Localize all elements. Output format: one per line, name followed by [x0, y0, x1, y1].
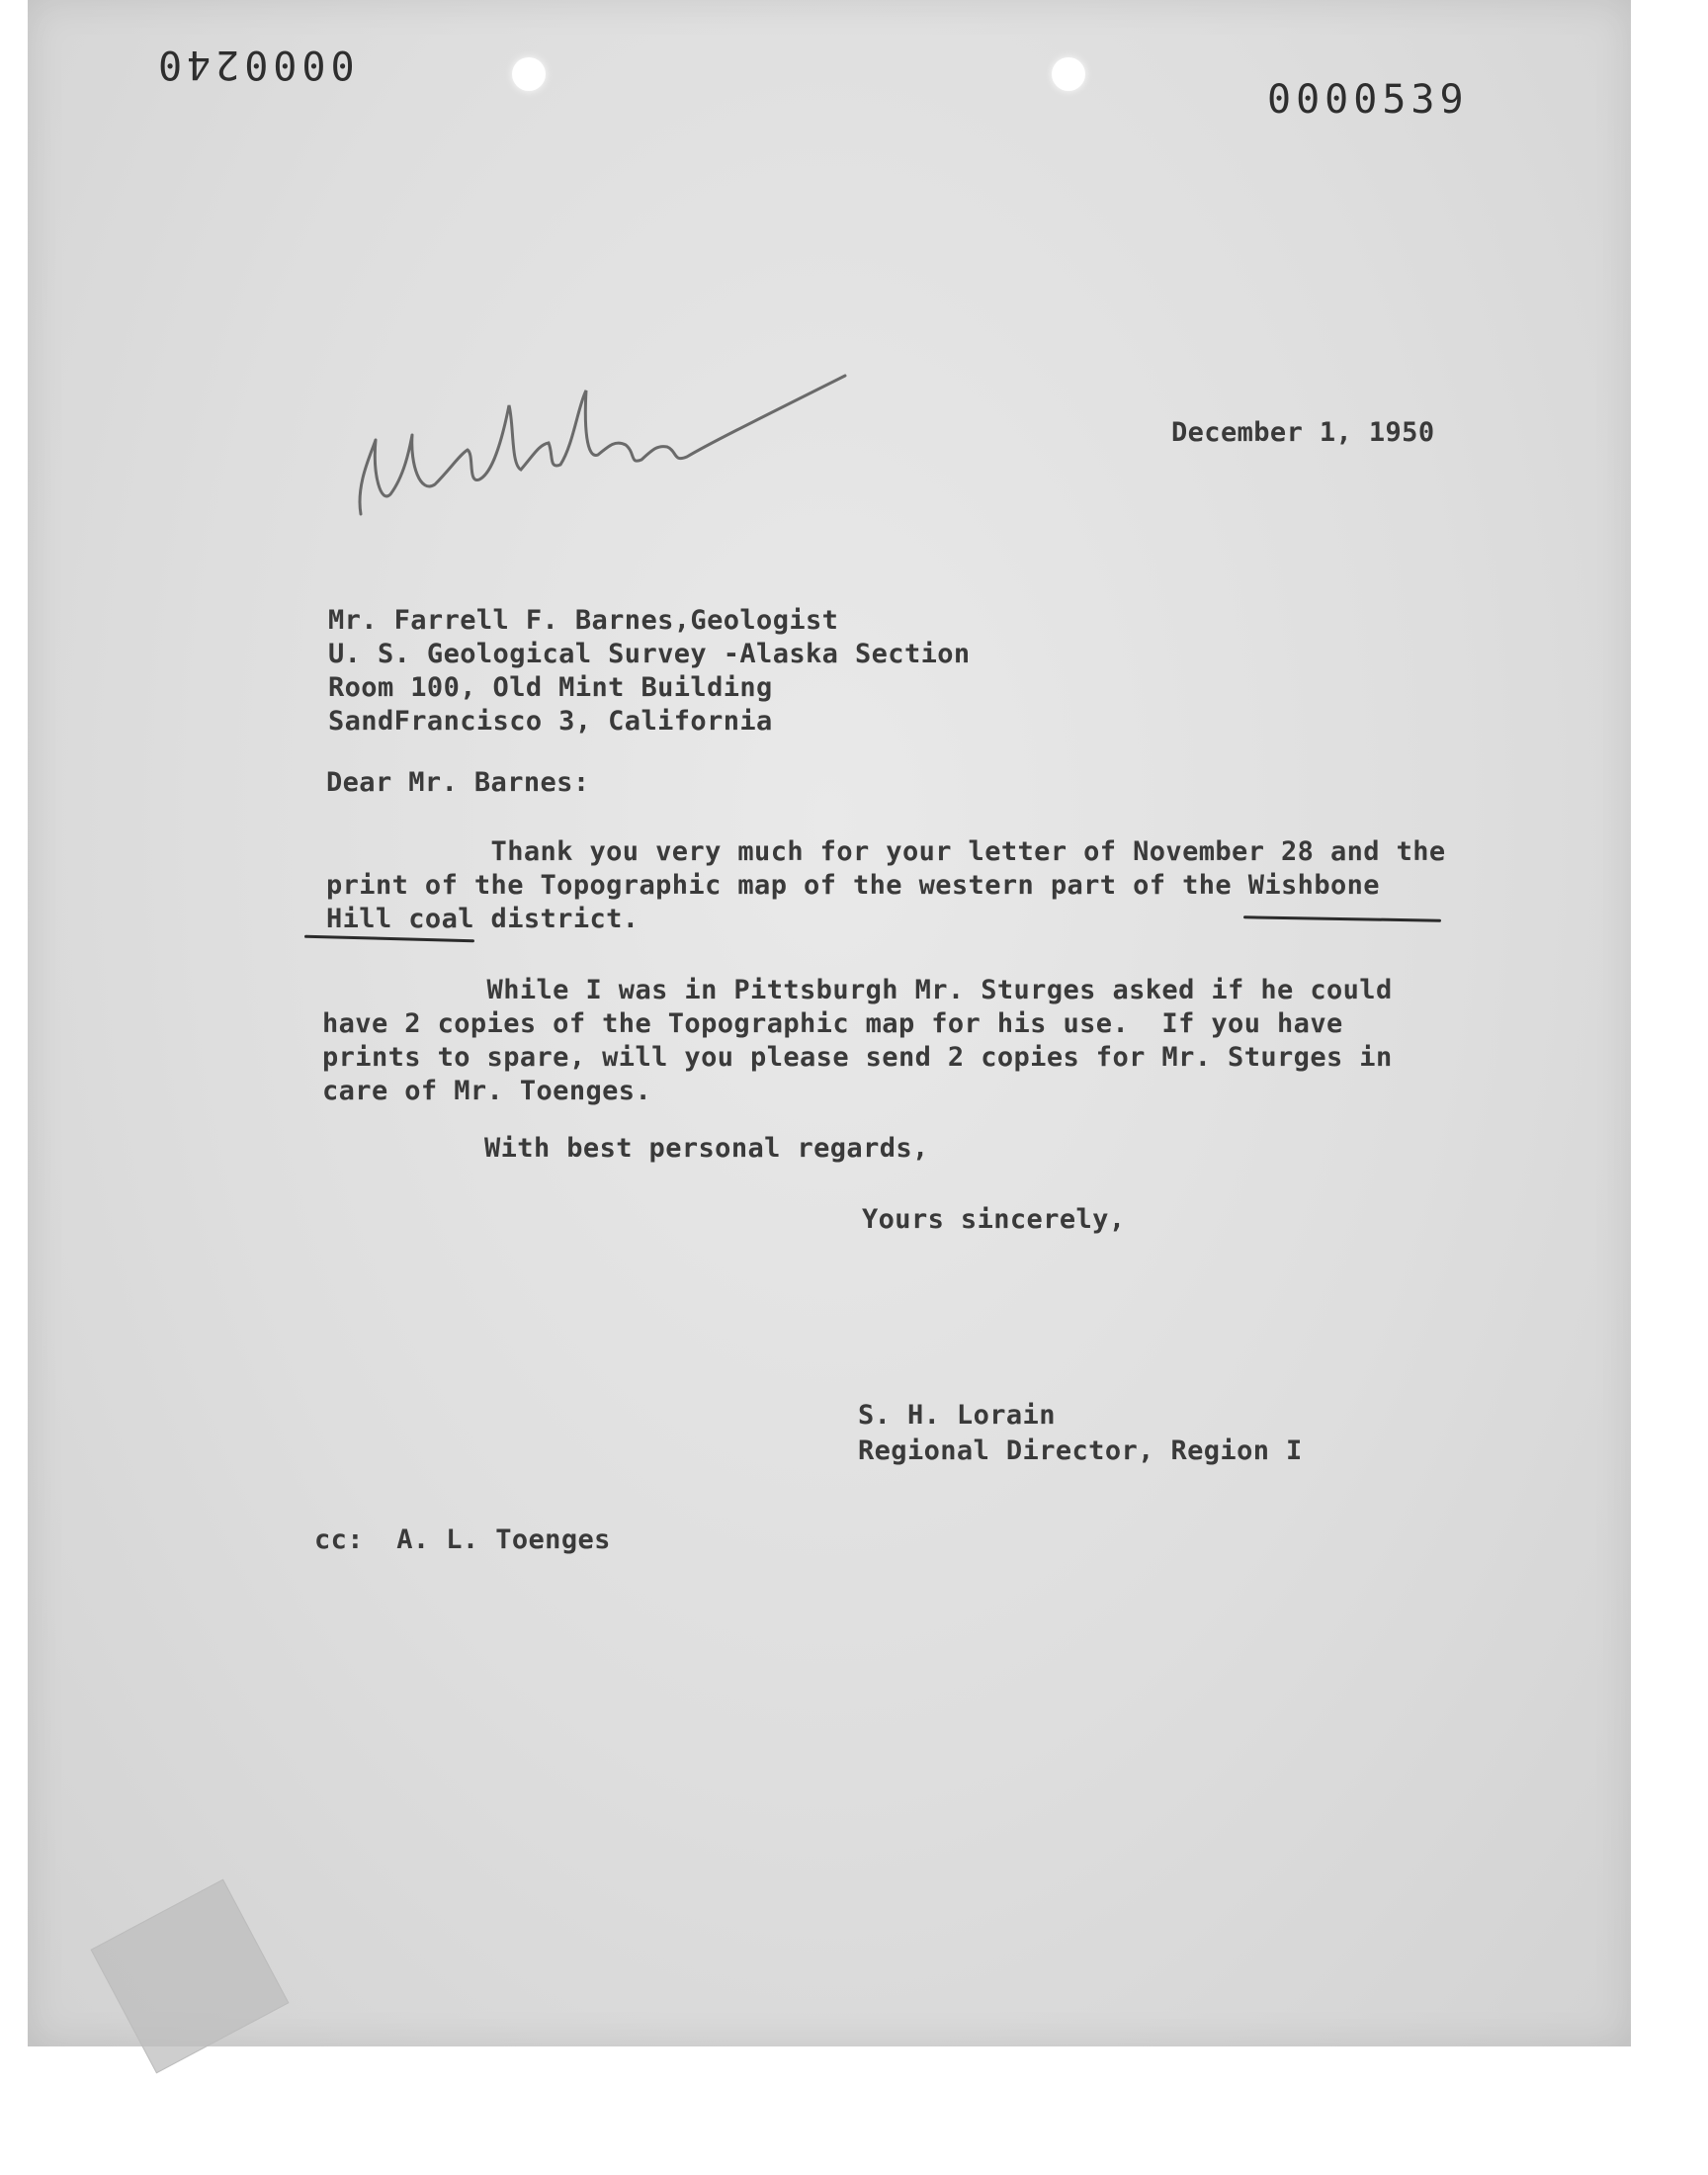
cc-line: cc: A. L. Toenges	[314, 1524, 611, 1555]
closing-line: Yours sincerely,	[862, 1204, 1126, 1235]
punch-hole-right	[1052, 57, 1085, 91]
address-line: SandFrancisco 3, California	[328, 706, 773, 737]
signer-name: S. H. Lorain	[858, 1400, 1056, 1431]
paragraph-line: prints to spare, will you please send 2 copies for Mr. Sturges in	[322, 1042, 1393, 1073]
paragraph-line: Hill coal district.	[326, 904, 640, 934]
handwritten-note	[351, 346, 865, 534]
letter-date: December 1, 1950	[1171, 417, 1435, 448]
paragraph-line: Thank you very much for your letter of November 28 and the	[326, 836, 1446, 867]
page-stamp-top-left: 0000240	[153, 42, 355, 87]
paragraph-line: have 2 copies of the Topographic map for his use. If you have	[322, 1008, 1343, 1039]
address-line: Room 100, Old Mint Building	[328, 672, 773, 703]
salutation: Dear Mr. Barnes:	[326, 767, 590, 798]
page-stamp-top-right: 0000539	[1267, 77, 1469, 123]
paragraph-line: print of the Topographic map of the western part of the Wishbone	[326, 870, 1380, 901]
address-line: Mr. Farrell F. Barnes,Geologist	[328, 605, 839, 636]
punch-hole-left	[512, 57, 546, 91]
tape-mark	[91, 1879, 290, 2074]
signer-title: Regional Director, Region I	[858, 1436, 1303, 1466]
regards-line: With best personal regards,	[484, 1133, 929, 1164]
paragraph-line: care of Mr. Toenges.	[322, 1076, 652, 1106]
paragraph-line: While I was in Pittsburgh Mr. Sturges asked if he could	[322, 975, 1393, 1005]
address-line: U. S. Geological Survey -Alaska Section	[328, 639, 971, 669]
